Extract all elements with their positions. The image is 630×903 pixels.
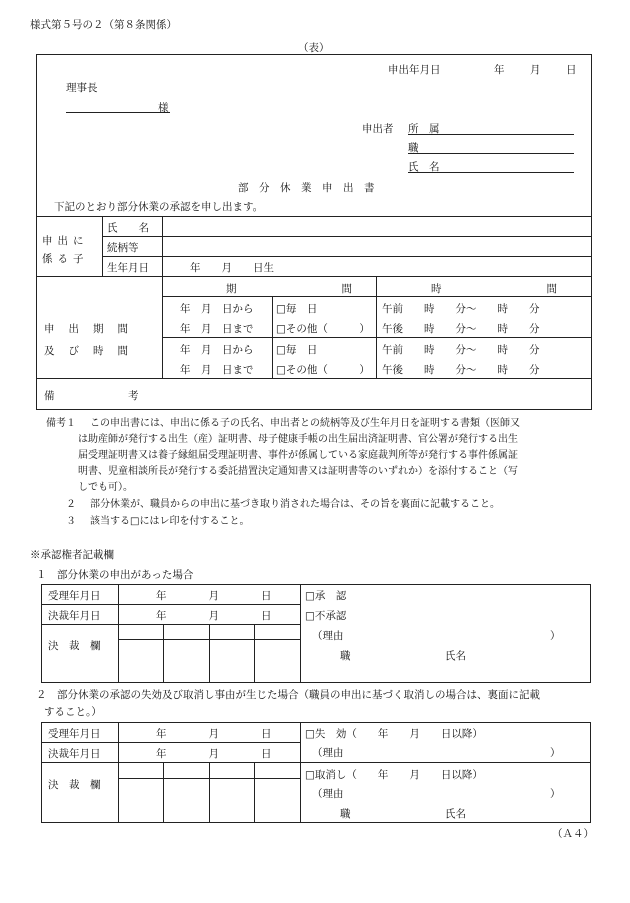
child-section-label: 申出に係る子 [42,235,89,265]
form-title: 部 分 休 業 申 出 書 [238,182,375,194]
received-date-input[interactable]: 年 月 日 [156,728,272,740]
period-date[interactable]: 年 月 日まで [180,323,254,335]
affiliation-field[interactable]: 所 属 [408,121,574,135]
position-field[interactable]: 職 [408,140,574,154]
paper-size: （Ａ４） [552,828,594,840]
frequency-checkbox[interactable]: □毎 日 [276,303,318,315]
time-range[interactable]: 午前 時 分～ 時 分 [382,344,540,356]
period-date[interactable]: 年 月 日まで [180,364,254,376]
name-field[interactable]: 氏 名 [408,159,574,173]
form-number: 様式第５号の２（第８条関係） [30,19,177,31]
frequency-checkbox[interactable]: □毎 日 [276,344,318,356]
reject-checkbox[interactable]: □不承認 [305,610,347,622]
remarks-label: 備 考 [44,390,139,402]
period-date[interactable]: 年 月 日から [180,344,254,356]
approve-checkbox[interactable]: □承 認 [305,590,347,602]
recipient-name-field[interactable] [66,100,170,113]
period-section-label: 申出期間及び時間 [44,323,142,357]
period-date[interactable]: 年 月 日から [180,303,254,315]
frequency-checkbox[interactable]: □その他（ ） [276,323,370,335]
staff-label: 職 氏名 [340,808,466,820]
child-birth-input[interactable]: 年 月 日生 [190,262,274,274]
lapse-checkbox[interactable]: □失 効（ 年 月 日以降） [305,728,483,740]
applicant-label: 申出者 [362,123,394,135]
received-date-input[interactable]: 年 月 日 [156,590,272,602]
child-relation-input[interactable] [168,242,588,254]
decided-date-input[interactable]: 年 月 日 [156,610,272,622]
remarks-input[interactable] [168,384,588,404]
time-range[interactable]: 午前 時 分～ 時 分 [382,303,540,315]
staff-label: 職 氏名 [340,650,466,662]
cancel-checkbox[interactable]: □取消し（ 年 月 日以降） [305,769,483,781]
intro-text: 下記のとおり部分休業の承認を申し出ます。 [54,201,264,213]
date-label: 申出年月日 [388,64,441,76]
approval-heading: ※承認権者記載欄 [30,549,114,561]
decided-date-input[interactable]: 年 月 日 [156,748,272,760]
side-label: （表） [298,42,330,54]
child-name-input[interactable] [168,222,588,234]
section-2-title: ２ 部分休業の承認の失効及び取消し事由が生じた場合（職員の申出に基づく取消しの場合は、裏面に記載 [36,689,540,701]
frequency-checkbox[interactable]: □その他（ ） [276,364,370,376]
recipient: 理事長 [66,82,98,94]
time-range[interactable]: 午後 時 分～ 時 分 [382,364,540,376]
time-range[interactable]: 午後 時 分～ 時 分 [382,323,540,335]
section-1-title: １ 部分休業の申出があった場合 [36,569,194,581]
